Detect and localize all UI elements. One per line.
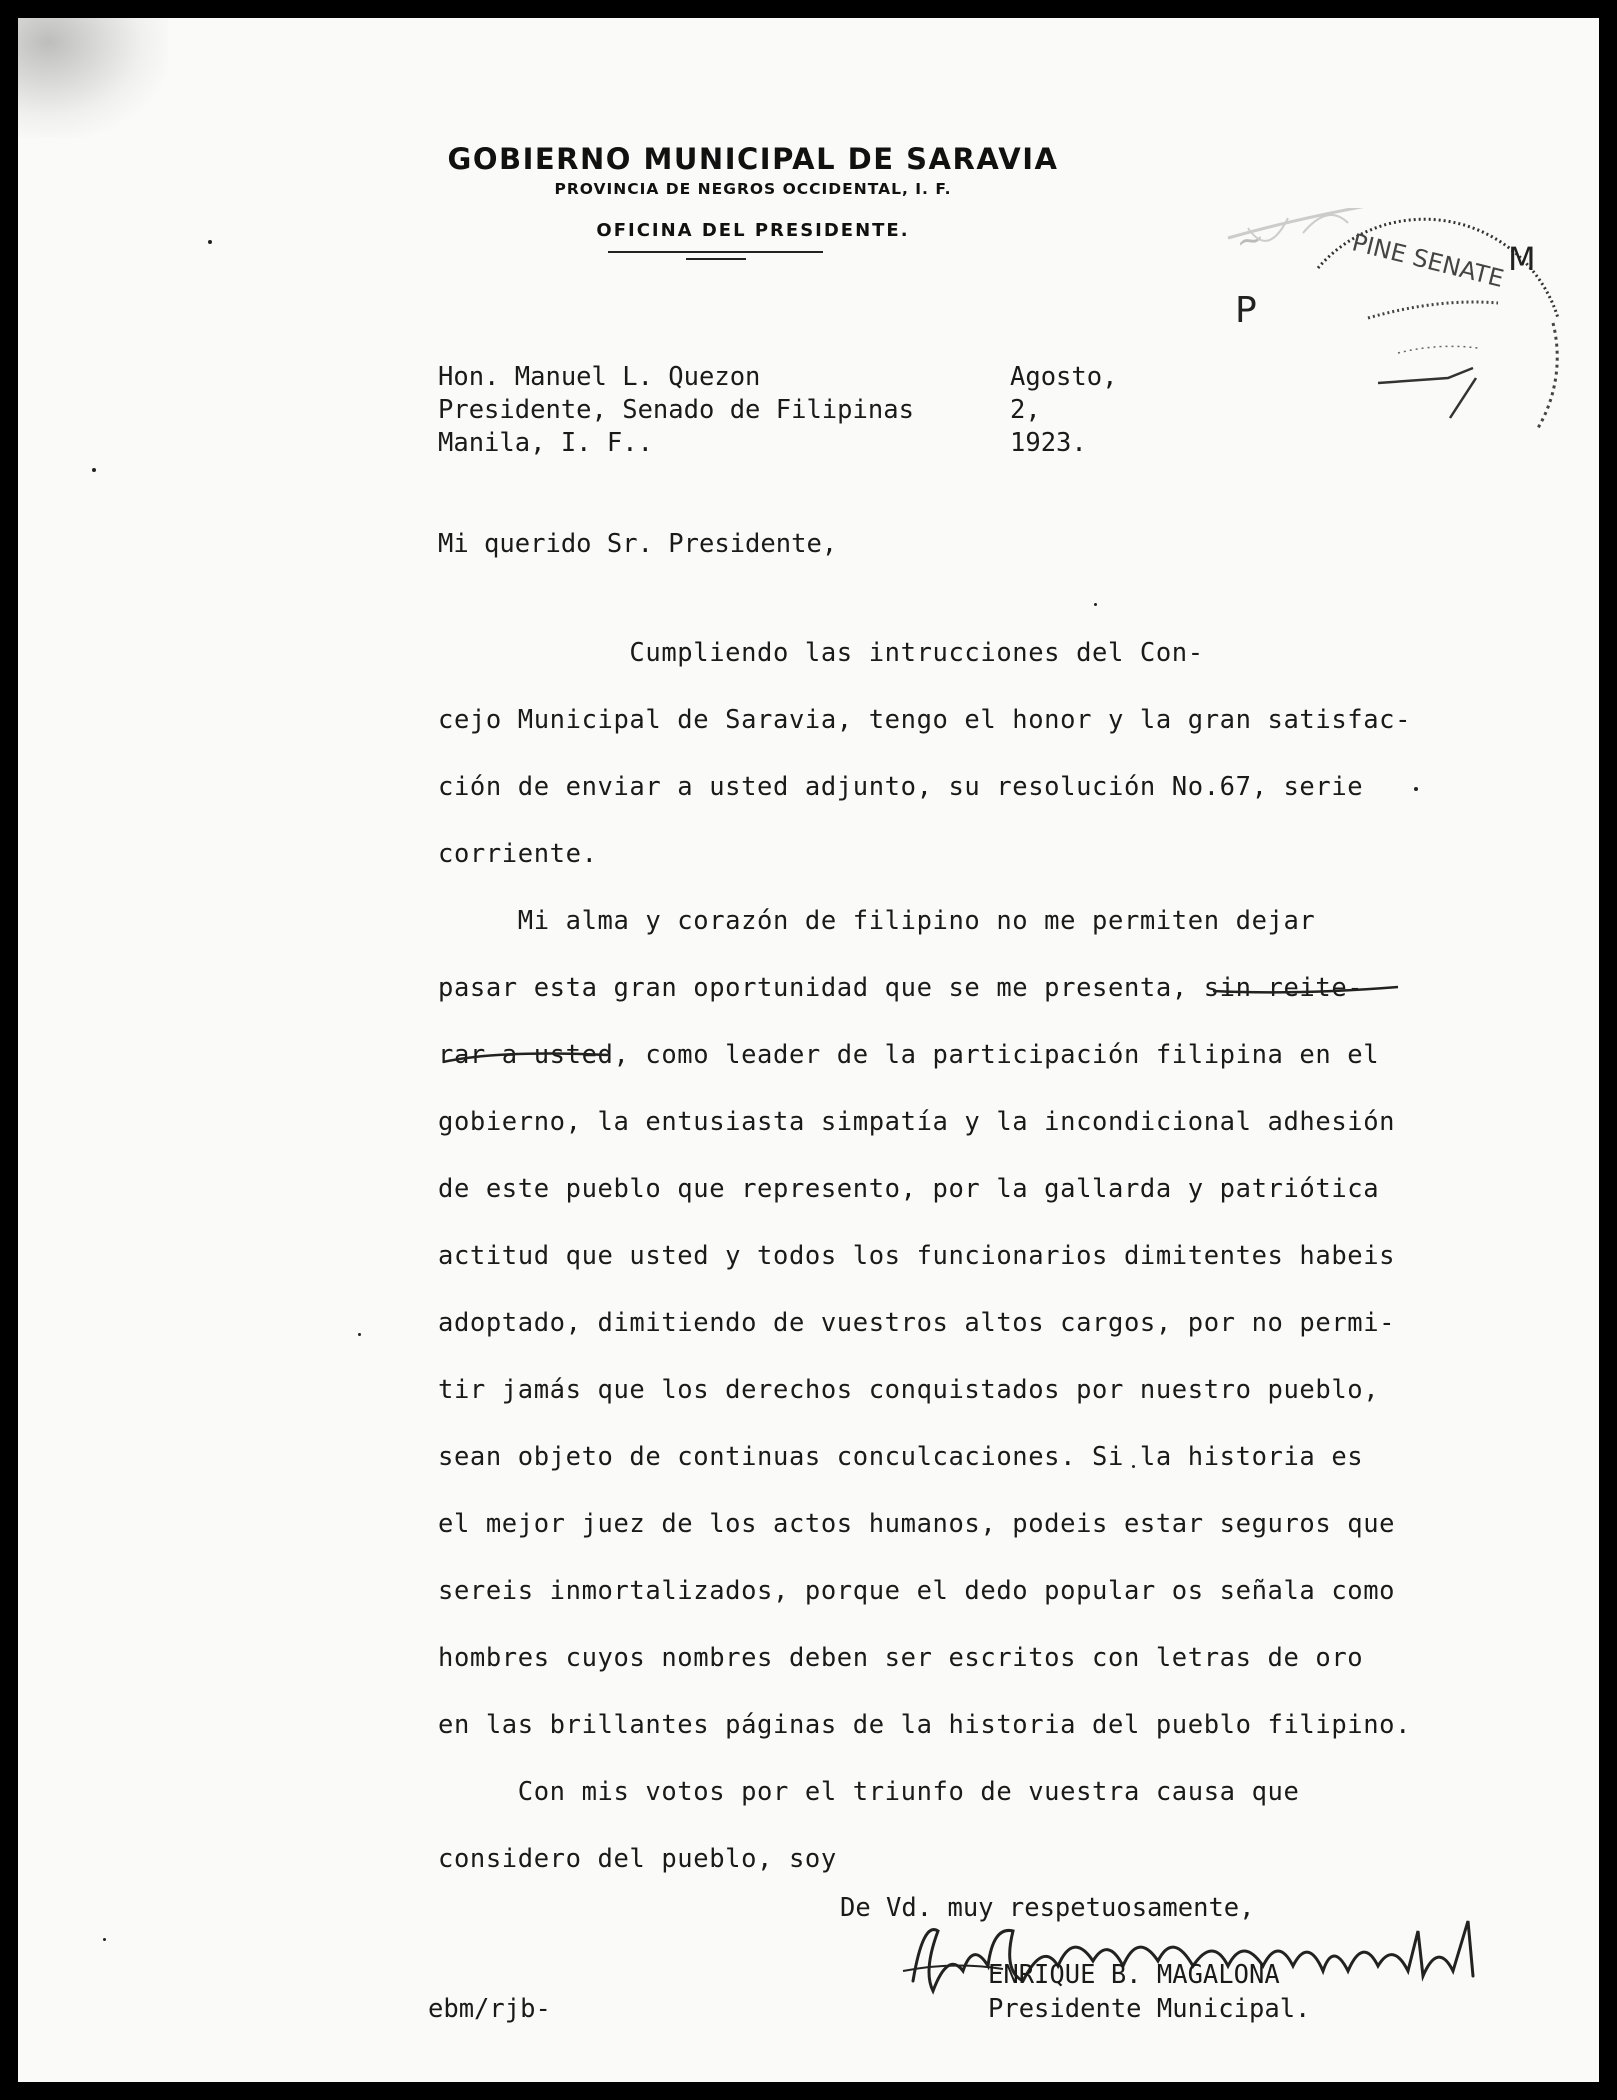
paragraph-2-line-5: de este pueblo que represento, por la gallarda y patriótica [438,1174,1380,1204]
stamp-ring-text: PINE SENATE [1349,228,1507,293]
paragraph-3-line-1: Con mis votos por el triunfo de vuestra causa que [438,1777,1300,1807]
speck [92,468,96,472]
stamp-letter-m: M [1508,240,1536,278]
paragraph-2-line-6: actitud que usted y todos los funcionarios dimitentes habeis [438,1241,1396,1271]
paragraph-1-line-4: corriente. [438,839,598,869]
paragraph-2-line-3: rar a usted, como leader de la participación filipina en el [438,1040,1380,1070]
paragraph-2-line-11: sereis inmortalizados, porque el dedo popular os señala como [438,1576,1396,1606]
paragraph-2-line-10: el mejor juez de los actos humanos, podeis estar seguros que [438,1509,1396,1539]
letterhead-office: OFICINA DEL PRESIDENTE. [596,220,910,241]
paragraph-2-line-2: pasar esta gran oportunidad que se me presenta, sin reite- [438,973,1364,1003]
letterhead-title: GOBIERNO MUNICIPAL DE SARAVIA [447,142,1059,176]
paragraph-2-line-8: tir jamás que los derechos conquistados por nuestro pueblo, [438,1375,1380,1405]
speck [1094,603,1097,606]
paragraph-2-line-9: sean objeto de continuas conculcaciones. Si la historia es [438,1442,1364,1472]
letterhead-province: PROVINCIA DE NEGROS OCCIDENTAL, I. F. [554,180,952,198]
paragraph-3-line-2: considero del pueblo, soy [438,1844,837,1874]
addressee-line-3: Manila, I. F.. [438,428,653,458]
letter-sheet [18,18,1599,2082]
paragraph-2-line-4: gobierno, la entusiasta simpatía y la incondicional adhesión [438,1107,1396,1137]
paragraph-2-line-7: adoptado, dimitiendo de vuestros altos cargos, por no permi- [438,1308,1396,1338]
salutation: Mi querido Sr. Presidente, [438,529,838,559]
speck [208,240,212,244]
date-line-3: 1923. [1010,428,1087,458]
signer-name: ENRIQUE B. MAGALONA [988,1960,1280,1990]
stamp-letter-p: P [1235,290,1257,331]
reference-initials: ebm/rjb- [428,1994,551,2024]
speck [103,1938,106,1941]
addressee-line-2: Presidente, Senado de Filipinas [438,395,914,425]
paragraph-1-line-3: ción de enviar a usted adjunto, su resolución No.67, serie [438,772,1364,802]
speck [1414,787,1418,791]
addressee-line-1: Hon. Manuel L. Quezon [438,362,761,392]
date-line-1: Agosto, [1010,362,1118,392]
closing: De Vd. muy respetuosamente, [840,1893,1255,1923]
paragraph-2-line-12: hombres cuyos nombres deben ser escritos con letras de oro [438,1643,1364,1673]
svg-text:~: ~ [1232,217,1269,264]
paragraph-2-line-13: en las brillantes páginas de la historia del pueblo filipino. [438,1710,1412,1740]
underline-mark [438,1040,618,1070]
corner-smudge [18,18,168,138]
underline-mark [1208,973,1408,1003]
speck [358,1333,361,1336]
letterhead-short-rule [686,258,746,260]
paragraph-1-line-1: Cumpliendo las intrucciones del Con- [438,638,1204,668]
paragraph-2-line-1: Mi alma y corazón de filipino no me permiten dejar [438,906,1316,936]
paragraph-1-line-2: cejo Municipal de Saravia, tengo el honor y la gran satisfac- [438,705,1412,735]
date-line-2: 2, [1010,395,1041,425]
signer-title: Presidente Municipal. [988,1994,1311,2024]
letterhead-underline [608,251,823,253]
